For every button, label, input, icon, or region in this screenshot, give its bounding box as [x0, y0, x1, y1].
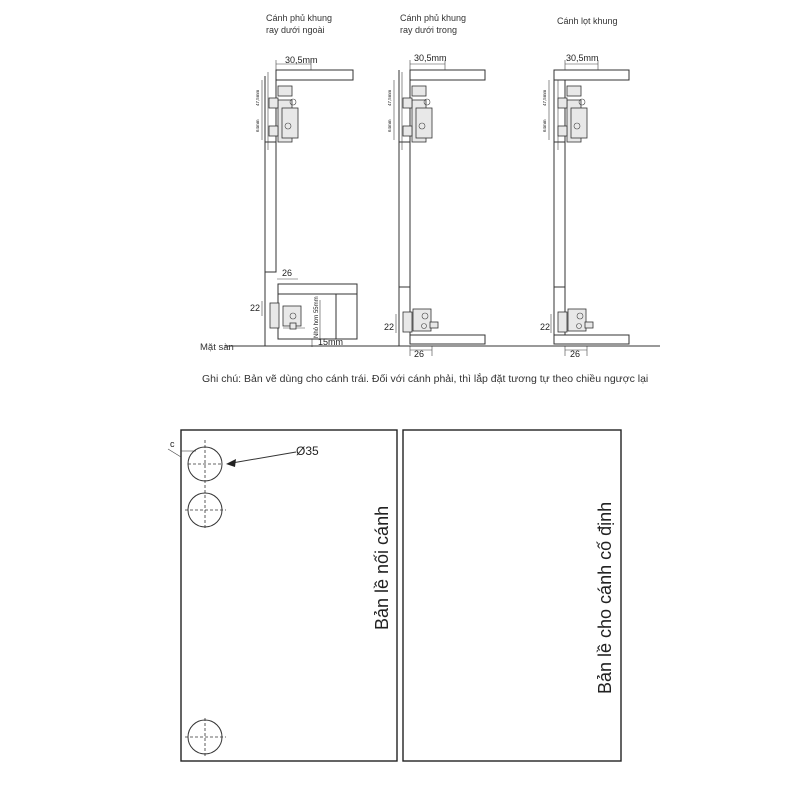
fig3-dim-26: 26	[570, 349, 581, 359]
fig1-dim-floor-vertical: Nhỏ hơn 55mm	[314, 296, 320, 338]
fig2-dim-64: 64mm	[387, 119, 392, 132]
header-1-line-2: ray dưới ngoài	[266, 25, 325, 35]
fig1-dim-22: 22	[250, 303, 261, 313]
fig1-dim-30-5: 30,5mm	[285, 55, 318, 65]
fig1-dim-47-5: 47,5mm	[255, 89, 260, 106]
right-door-panel	[403, 430, 621, 761]
header-2-line-2: ray dưới trong	[400, 25, 457, 35]
fig3-dim-22: 22	[540, 322, 551, 332]
fig3-dim-64: 64mm	[542, 119, 547, 132]
fig2-dim-30-5: 30,5mm	[414, 53, 447, 63]
diameter-arrowhead	[226, 459, 236, 467]
c-leader-line	[168, 449, 181, 457]
fig1-dim-15: 15mm	[318, 337, 344, 347]
cup-hole-1	[188, 440, 222, 488]
figure-1-outer-rail	[250, 55, 357, 347]
fig3-dim-30-5: 30,5mm	[566, 53, 599, 63]
left-panel-label: Bản lề nối cánh	[372, 505, 392, 630]
left-door-panel	[181, 430, 397, 761]
figure-2-inner-rail	[384, 53, 485, 359]
c-label: c	[170, 439, 175, 449]
diameter-leader-line	[232, 452, 296, 463]
fig2-dim-26: 26	[414, 349, 425, 359]
floor-label: Mặt sàn	[200, 342, 234, 353]
fig2-dim-47-5: 47,5mm	[387, 89, 392, 106]
fig2-dim-22: 22	[384, 322, 395, 332]
header-3-line-1: Cánh lọt khung	[557, 16, 618, 26]
header-2-line-1: Cánh phủ khung	[400, 13, 467, 23]
figure-3-inset-door	[540, 53, 629, 359]
fig1-dim-26: 26	[282, 268, 293, 278]
diameter-label: Ø35	[296, 444, 319, 458]
cup-hole-2	[185, 490, 226, 530]
header-1-line-1: Cánh phủ khung	[266, 13, 333, 23]
cup-hole-3	[185, 718, 226, 756]
installation-note: Ghi chú: Bản vẽ dùng cho cánh trái. Đối với cánh phải, thì lắp đặt tương tự theo chiều ngược lại	[202, 373, 649, 385]
fig3-dim-47-5: 47,5mm	[542, 89, 547, 106]
fig1-dim-64: 64mm	[255, 119, 260, 132]
right-panel-label: Bản lề cho cánh cố định	[595, 501, 615, 694]
